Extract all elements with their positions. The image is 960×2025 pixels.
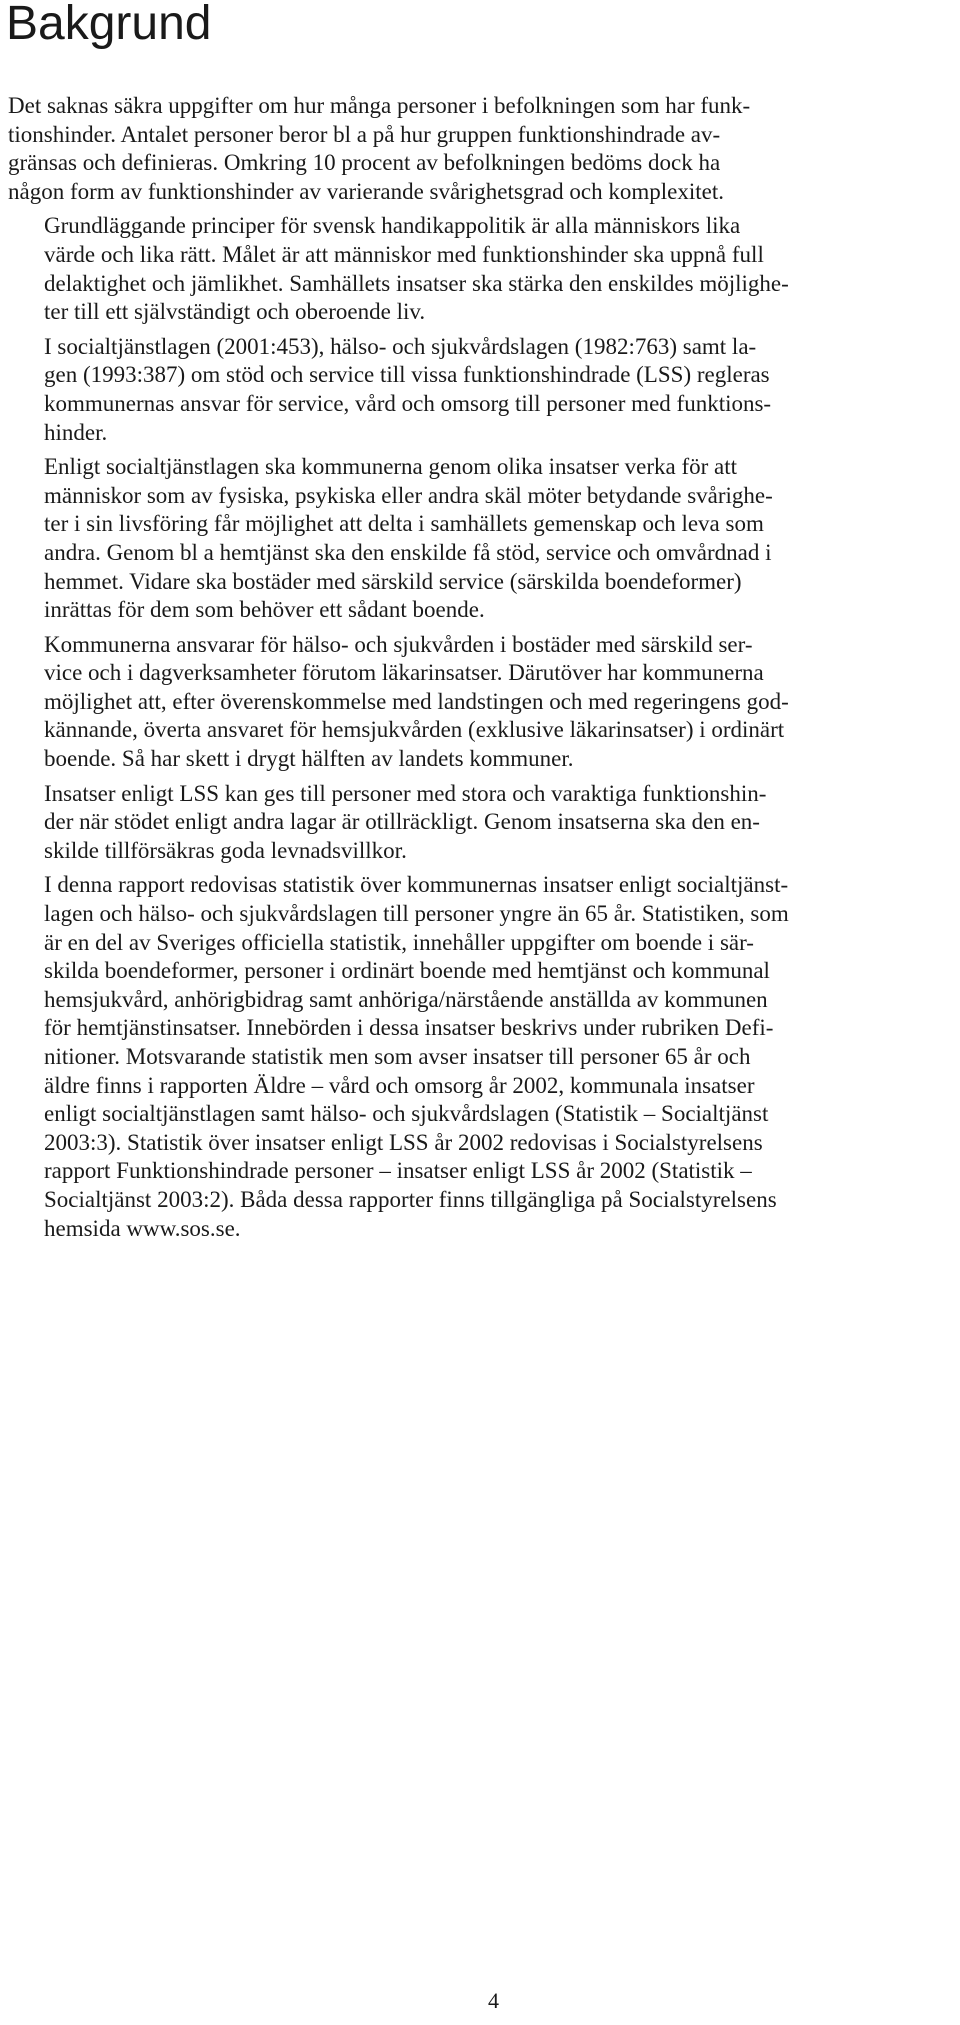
text-line: möjlighet att, efter överenskommelse med landstingen och med regeringens god- [44,688,789,714]
text-line: rapport Funktionshindrade personer – insatser enligt LSS år 2002 (Statistik – [44,1158,752,1184]
paragraph-5 [8,631,960,774]
paragraph-4 [8,453,960,625]
text-line: hinder. [44,419,108,445]
text-line: 2003:3). Statistik över insatser enligt LSS år 2002 redovisas i Socialstyrelsens [44,1129,763,1155]
text-line: nitioner. Motsvarande statistik men som avser insatser till personer 65 år och [44,1044,751,1069]
paragraph-1 [8,92,960,206]
text-line: värde och lika rätt. Målet är att människor med funktionshinder ska uppnå full [44,241,764,267]
text-line: kännande, överta ansvaret för hemsjukvården (exklusive läkarinsatser) i ordinärt [44,717,785,743]
paragraph-7 [8,871,960,1243]
text-line: skilda boendeformer, personer i ordinärt boende med hemtjänst och kommunal [44,958,770,984]
paragraph-2 [8,212,960,326]
text-line: Det saknas säkra uppgifter om hur många personer i befolkningen som har funk- [8,93,751,118]
text-line: delaktighet och jämlikhet. Samhällets insatser ska stärka den enskildes möjlighe- [44,270,789,296]
text-line: ter i sin livsföring får möjlighet att delta i samhällets gemenskap och leva som [44,511,764,537]
text-line: lagen och hälso- och sjukvårdslagen till personer yngre än 65 år. Statistiken, som [44,901,789,927]
text-line: Kommunerna ansvarar för hälso- och sjukvården i bostäder med särskild ser- [44,631,753,657]
text-line: I socialtjänstlagen (2001:453), hälso- och sjukvårdslagen (1982:763) samt la- [44,333,757,359]
text-line: människor som av fysiska, psykiska eller andra skäl möter betydande svårighe- [44,482,773,508]
text-line: hemsida www.sos.se. [44,1215,241,1241]
text-line: äldre finns i rapporten Äldre – vård och omsorg år 2002, kommunala insatser [44,1072,755,1098]
text-line: inrättas för dem som behöver ett sådant boende. [44,597,485,623]
text-line: der när stödet enligt andra lagar är otillräckligt. Genom insatserna ska den en- [44,809,760,835]
text-line: boende. Så har skett i drygt hälften av landets kommuner. [44,746,574,772]
text-line: I denna rapport redovisas statistik över kommunernas insatser enligt socialtjänst- [44,872,789,898]
page-title: Bakgrund [6,0,212,50]
text-line: någon form av funktionshinder av varierande svårighetsgrad och komplexitet. [8,178,724,204]
text-line: Enligt socialtjänstlagen ska kommunerna genom olika insatser verka för att [44,454,737,480]
paragraph-6 [8,780,960,866]
page-number: 4 [488,1988,499,2013]
text-line: Insatser enligt LSS kan ges till personer med stora och varaktiga funktionshin- [44,780,767,806]
body-text [8,92,960,1249]
text-line: skilde tillförsäkras goda levnadsvillkor. [44,837,407,863]
text-line: kommunernas ansvar för service, vård och omsorg till personer med funktions- [44,390,772,416]
text-line: vice och i dagverksamheter förutom läkarinsatser. Därutöver har kommunerna [44,660,764,686]
text-line: enligt socialtjänstlagen samt hälso- och sjukvårdslagen (Statistik – Socialtjänst [44,1101,769,1127]
text-line: andra. Genom bl a hemtjänst ska den enskilde få stöd, service och omvårdnad i [44,539,772,565]
text-line: ter till ett självständigt och oberoende liv. [44,299,426,325]
text-line: Grundläggande principer för svensk handikappolitik är alla människors lika [44,213,741,239]
text-line: gen (1993:387) om stöd och service till vissa funktionshindrade (LSS) regleras [44,362,770,388]
text-line: tionshinder. Antalet personer beror bl a på hur gruppen funktionshindrade av- [8,121,721,147]
text-line: är en del av Sveriges officiella statistik, innehåller uppgifter om boende i sär- [44,929,754,955]
paragraph-3 [8,333,960,447]
text-line: hemmet. Vidare ska bostäder med särskild service (särskilda boendeformer) [44,568,742,594]
text-line: för hemtjänstinsatser. Innebörden i dessa insatser beskrivs under rubriken Defi- [44,1015,774,1041]
text-line: hemsjukvård, anhörigbidrag samt anhöriga/närstående anställda av kommunen [44,986,768,1012]
text-line: Socialtjänst 2003:2). Båda dessa rapporter finns tillgängliga på Socialstyrelsens [44,1186,777,1212]
text-line: gränsas och definieras. Omkring 10 procent av befolkningen bedöms dock ha [8,150,721,176]
